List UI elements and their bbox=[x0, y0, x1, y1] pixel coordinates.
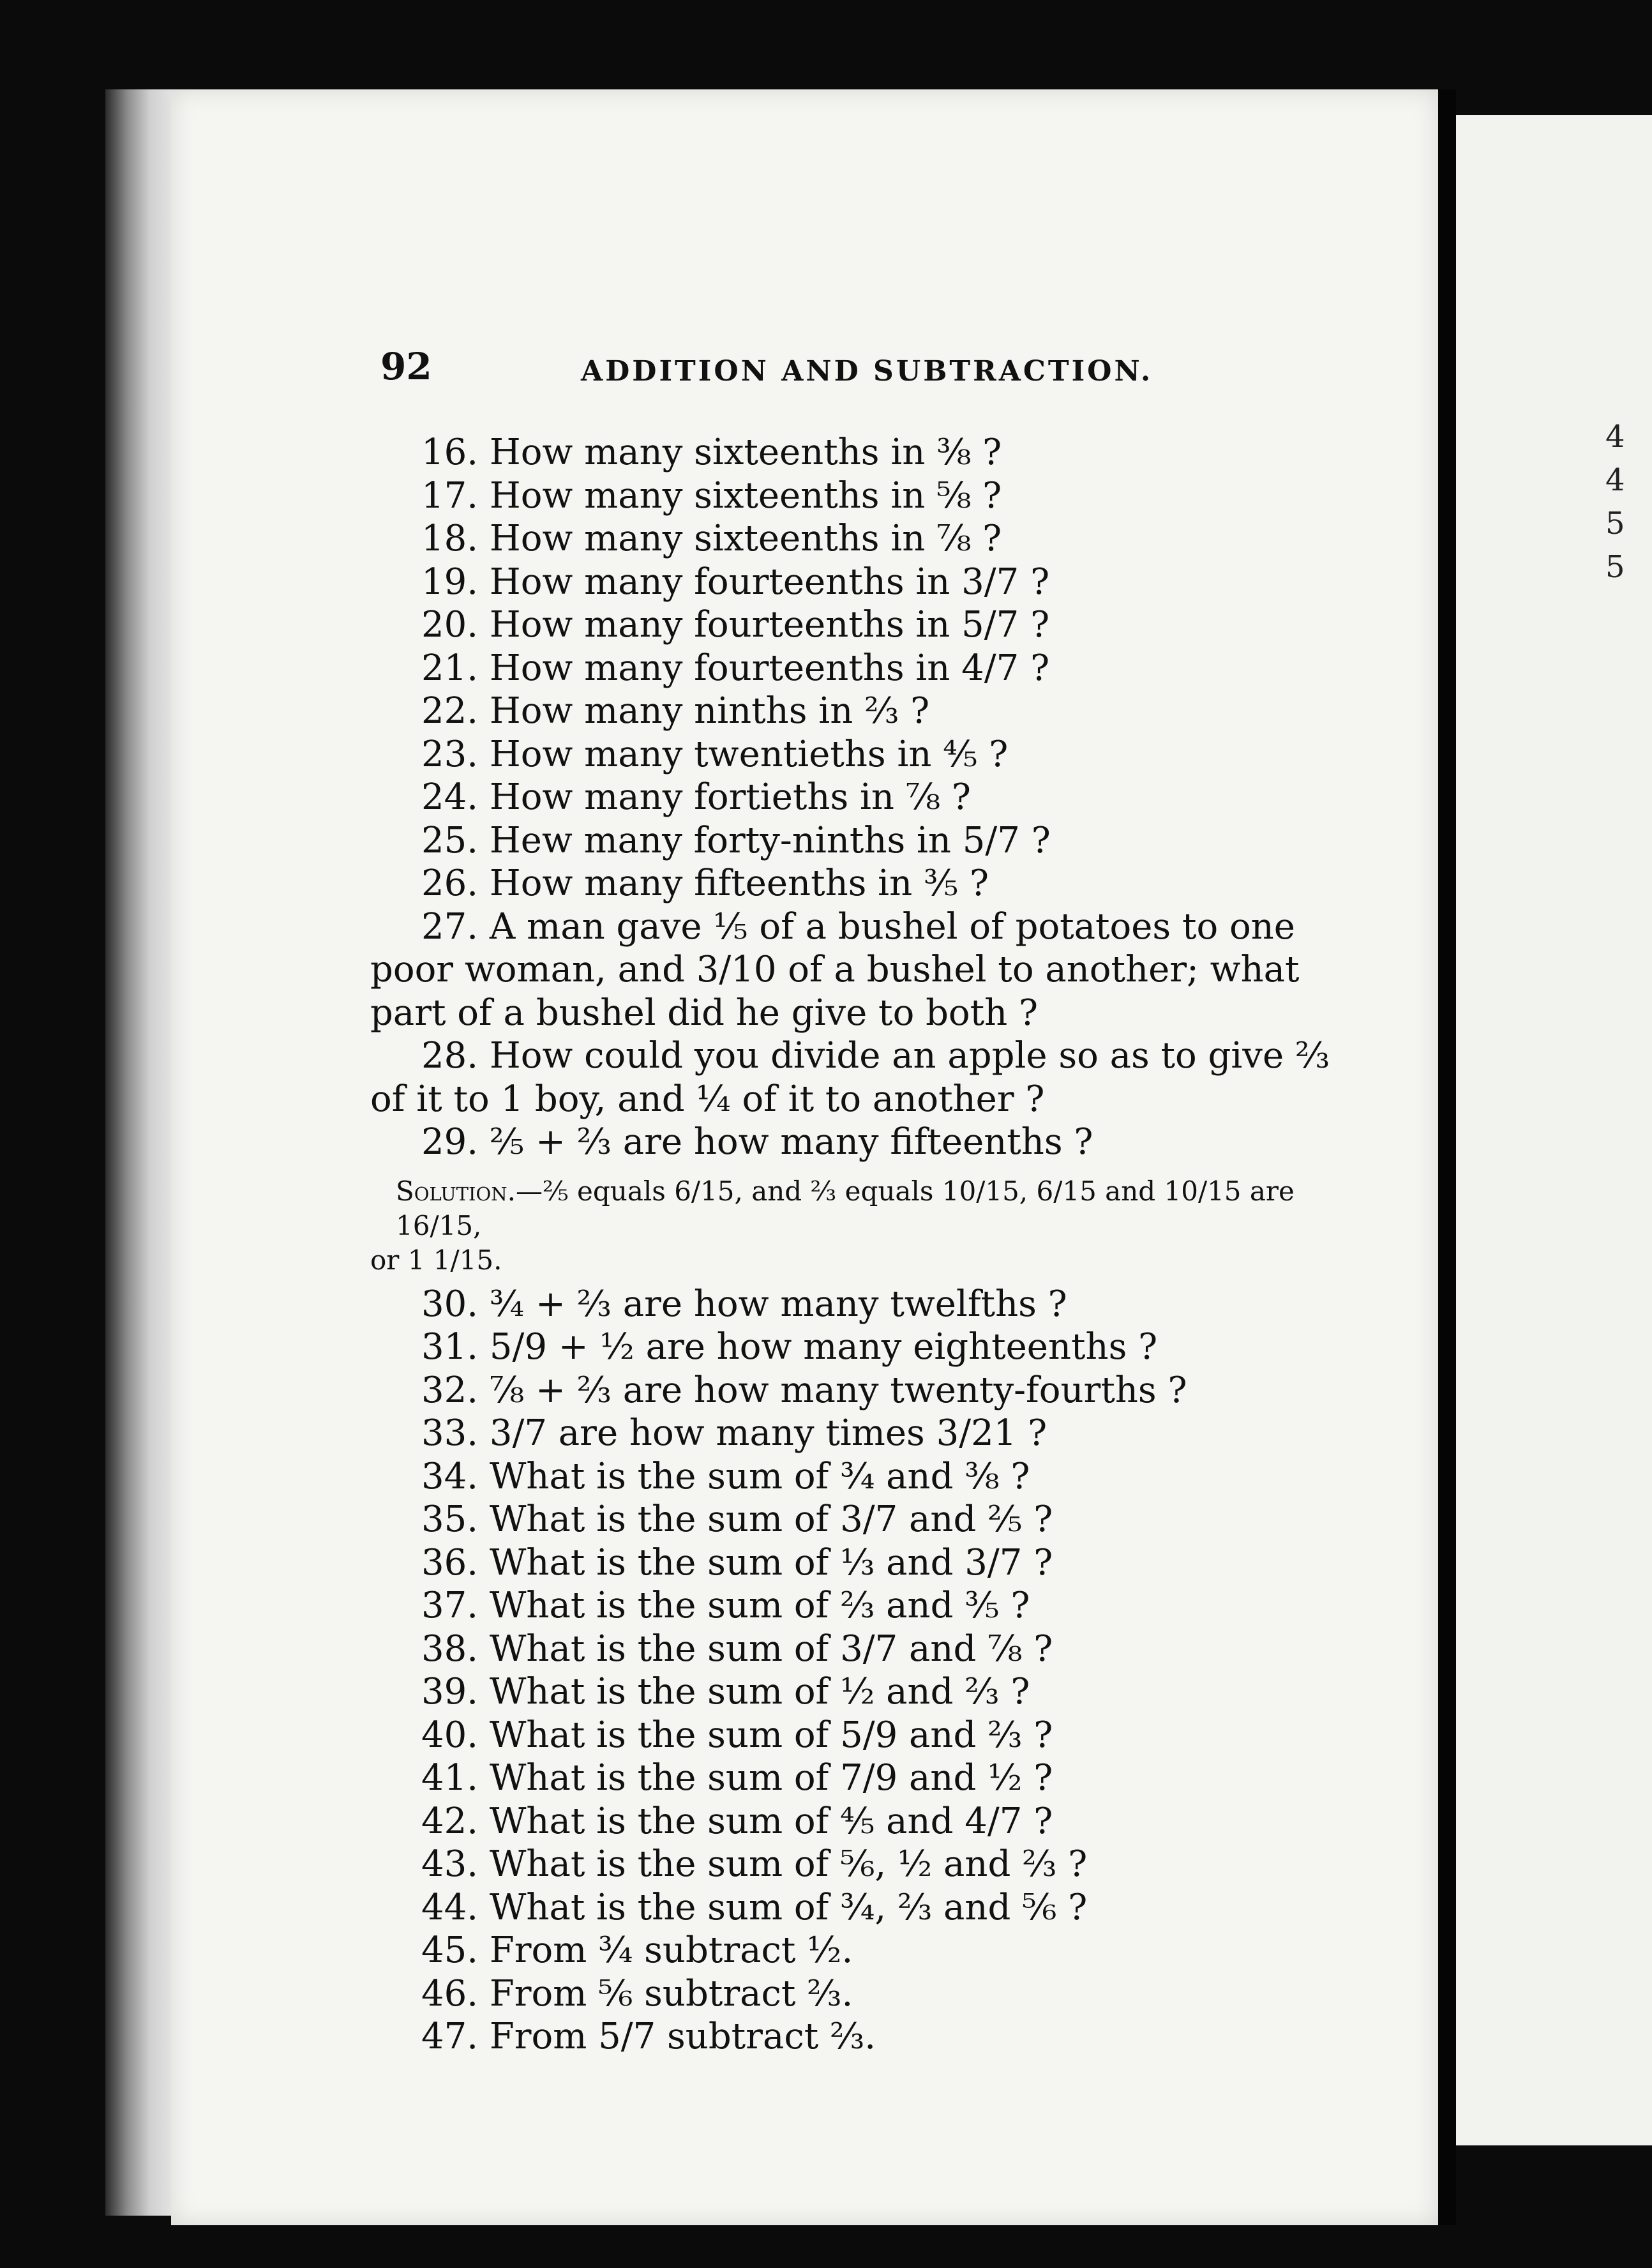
question-35: 35. What is the sum of 3/7 and ⅖ ? bbox=[421, 1499, 1053, 1540]
question-17: 17. How many sixteenths in ⅝ ? bbox=[421, 474, 1002, 517]
question-27-line-2: poor woman, and 3/10 of a bushel to another; what bbox=[370, 949, 1300, 990]
question-24: 24. How many fortieths in ⅞ ? bbox=[421, 776, 971, 818]
right-page-fragments bbox=[1605, 415, 1625, 589]
page-body bbox=[370, 431, 1330, 2059]
question-33: 33. 3/7 are how many times 3/21 ? bbox=[421, 1412, 1048, 1454]
question-43: 43. What is the sum of ⅚, ½ and ⅔ ? bbox=[421, 1843, 1088, 1885]
running-head: ADDITION AND SUBTRACTION. bbox=[581, 355, 1153, 388]
question-19: 19. How many fourteenths in 3/7 ? bbox=[421, 561, 1050, 603]
question-41: 41. What is the sum of 7/9 and ½ ? bbox=[421, 1757, 1053, 1799]
right-fragment: 4 bbox=[1605, 462, 1625, 498]
question-21: 21. How many fourteenths in 4/7 ? bbox=[421, 647, 1050, 689]
question-28-line-2: of it to 1 boy, and ¼ of it to another ? bbox=[370, 1078, 1045, 1120]
question-20: 20. How many fourteenths in 5/7 ? bbox=[421, 604, 1050, 646]
question-26: 26. How many fifteenths in ⅗ ? bbox=[421, 863, 989, 904]
question-29: 29. ⅖ + ⅔ are how many fifteenths ? bbox=[421, 1121, 1093, 1163]
solution-block bbox=[370, 1174, 1321, 1278]
question-37: 37. What is the sum of ⅔ and ⅗ ? bbox=[421, 1585, 1030, 1626]
question-27-line-3: part of a bushel did he give to both ? bbox=[370, 992, 1039, 1034]
question-47: 47. From 5/7 subtract ⅔. bbox=[421, 2016, 876, 2057]
question-28-line-1: 28. How could you divide an apple so as to give ⅔ bbox=[421, 1035, 1330, 1077]
question-46: 46. From ⅚ subtract ⅔. bbox=[421, 1972, 853, 2015]
question-40: 40. What is the sum of 5/9 and ⅔ ? bbox=[421, 1714, 1053, 1756]
solution-line-1 bbox=[370, 1174, 1321, 1243]
question-31: 31. 5/9 + ½ are how many eighteenths ? bbox=[421, 1326, 1158, 1368]
question-36: 36. What is the sum of ⅓ and 3/7 ? bbox=[421, 1541, 1053, 1584]
question-27-line-1: 27. A man gave ⅕ of a bushel of potatoes to one bbox=[421, 905, 1295, 948]
question-34: 34. What is the sum of ¾ and ⅜ ? bbox=[421, 1455, 1030, 1497]
page-number: 92 bbox=[380, 345, 432, 388]
question-30: 30. ¾ + ⅔ are how many twelfths ? bbox=[421, 1283, 1067, 1325]
right-fragment: 4 bbox=[1605, 419, 1625, 455]
question-44: 44. What is the sum of ¾, ⅔ and ⅚ ? bbox=[421, 1886, 1088, 1928]
question-38: 38. What is the sum of 3/7 and ⅞ ? bbox=[421, 1628, 1053, 1670]
question-42: 42. What is the sum of ⅘ and 4/7 ? bbox=[421, 1800, 1053, 1842]
question-18: 18. How many sixteenths in ⅞ ? bbox=[421, 518, 1002, 559]
question-32: 32. ⅞ + ⅔ are how many twenty-fourths ? bbox=[421, 1369, 1187, 1411]
right-fragment: 5 bbox=[1605, 549, 1625, 585]
right-fragment: 5 bbox=[1605, 506, 1625, 541]
book-spine bbox=[105, 89, 179, 2216]
question-23: 23. How many twentieths in ⅘ ? bbox=[421, 733, 1009, 775]
solution-label: Solution. bbox=[396, 1175, 516, 1207]
question-16: 16. How many sixteenths in ⅜ ? bbox=[421, 432, 1002, 473]
question-25: 25. Hew many forty-ninths in 5/7 ? bbox=[421, 819, 1051, 861]
solution-line-2: or 1 1/15. bbox=[370, 1244, 502, 1276]
page-gutter bbox=[1438, 89, 1456, 2225]
question-39: 39. What is the sum of ½ and ⅔ ? bbox=[421, 1671, 1030, 1712]
question-22: 22. How many ninths in ⅔ ? bbox=[421, 690, 930, 732]
question-45: 45. From ¾ subtract ½. bbox=[421, 1930, 853, 1971]
solution-text: —⅖ equals 6/15, and ⅔ equals 10/15, 6/15 and 10/15 are 16/15, bbox=[396, 1175, 1295, 1241]
